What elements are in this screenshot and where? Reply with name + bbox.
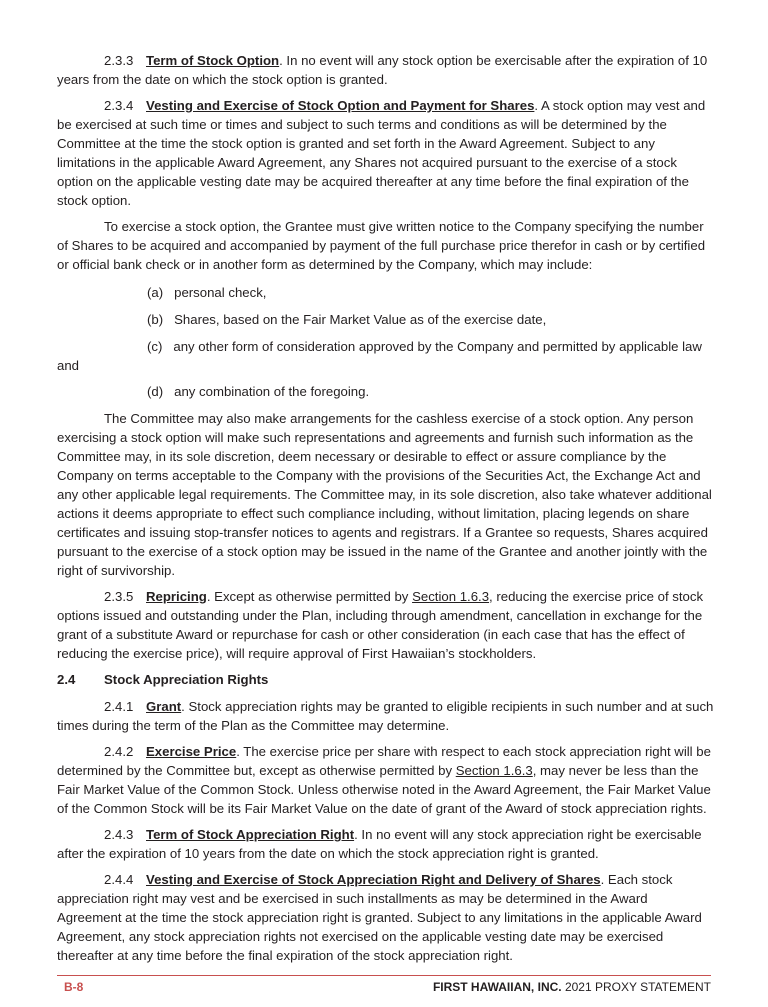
list-item-d: (d) any combination of the foregoing. <box>147 384 370 399</box>
document-name: 2021 PROXY STATEMENT <box>561 980 711 994</box>
section-2-4-2 <box>57 742 715 818</box>
section-link[interactable]: Section 1.6.3 <box>455 763 533 778</box>
section-heading: Term of Stock Option <box>146 53 280 68</box>
exercise-paragraph: To exercise a stock option, the Grantee must give written notice to the Company specifying the number of Shares to be acquired and accompanied by payment of the full purchase price therefor in cash or by certified or official bank check or in another form as determined by the Company, which may include: <box>57 219 706 272</box>
section-2-3-4 <box>57 96 715 210</box>
section-text: , may never be less than the Fair Market Value of the Common Stock. Unless otherwise noted in the Award Agreement, the Fair Market Value of the Common Stock will be its Fair Market Value on the date of grant of the Award of stock appreciation rights. <box>57 763 711 816</box>
section-number: 2.3.5 <box>104 589 134 604</box>
section-heading: Vesting and Exercise of Stock Appreciation Right and Delivery of Shares <box>146 872 601 887</box>
section-2-4-3 <box>57 825 715 863</box>
section-heading: Vesting and Exercise of Stock Option and Payment for Shares <box>146 98 535 113</box>
section-link[interactable]: Section 1.6.3 <box>412 589 490 604</box>
section-number: 2.3.4 <box>104 98 134 113</box>
section-heading: Exercise Price <box>146 744 237 759</box>
section-number: 2.4.2 <box>104 744 134 759</box>
list-item-a: (a) personal check, <box>147 285 267 300</box>
section-number: 2.4.4 <box>104 872 134 887</box>
page-number: B-8 <box>64 980 84 994</box>
section-number: 2.3.3 <box>104 53 134 68</box>
section-text: , reducing the exercise price of stock options issued and outstanding under the Plan, including through amendment, cancellation in exchange for the grant of a substitute Award or repurchase for cash or other consideration (in each case that has the effect of reducing the exercise price), will require approval of First Hawaiian’s stockholders. <box>57 589 704 661</box>
section-2-4-1 <box>57 697 715 735</box>
section-number: 2.4.1 <box>104 699 134 714</box>
section-text: . In no event will any stock appreciation right be exercisable after the expiration of 10 years from the date on which the stock appreciation right is granted. <box>57 827 702 861</box>
section-text: . Stock appreciation rights may be granted to eligible recipients in such number and at such times during the term of the Plan as the Committee may determine. <box>57 699 714 733</box>
section-text: . A stock option may vest and be exercised at such time or times and subject to such terms and conditions as will be determined by the Committee at the time the stock option is granted and set forth in the Award Agreement. Subject to any limitations in the applicable Award Agreement, any Shares not acquired pursuant to the exercise of a stock option on the applicable vesting date may be acquired thereafter at any time before the final expiration of the stock option. <box>57 98 706 208</box>
section-text: . Except as otherwise permitted by <box>206 589 413 604</box>
section-text: . In no event will any stock option be exercisable after the expiration of 10 years from the date on which the stock option is granted. <box>57 53 708 87</box>
section-text: . The exercise price per share with respect to each stock appreciation right will be determined by the Committee but, except as otherwise permitted by <box>57 744 711 778</box>
section-text: . Each stock appreciation right may vest and be exercised in such installments as may be determined in the Award Agreement at the time the stock appreciation right is granted. Subject to any limitations in the applicable Award Agreement, any stock appreciation rights not exercised on the applicable vesting date may be exercised thereafter at any time before the final expiration of the stock appreciation right. <box>57 872 702 963</box>
section-heading: Repricing <box>146 589 207 604</box>
list-item-b: (b) Shares, based on the Fair Market Value as of the exercise date, <box>147 312 547 327</box>
section-2-4-heading <box>57 670 715 689</box>
section-2-3-3 <box>57 51 715 89</box>
section-2-3-5 <box>57 587 715 663</box>
section-number: 2.4.3 <box>104 827 134 842</box>
list-item-c: (c) any other form of consideration approved by the Company and permitted by applicable law and <box>57 339 706 373</box>
section-heading: Term of Stock Appreciation Right <box>146 827 355 842</box>
section-heading: Grant <box>146 699 182 714</box>
section-title: Stock Appreciation Rights <box>104 672 269 687</box>
cashless-paragraph: The Committee may also make arrangements for the cashless exercise of a stock option. Any person exercising a stock option will make such representations and agreements and furnish such information as the Committee may, in its sole discretion, deem necessary or desirable to effect or assure compliance by the Company on terms acceptable to the Company with the provisions of the Securities Act, the Exchange Act and any other applicable legal requirements. The Committee may, in its sole discretion, also take whatever additional actions it deems appropriate to effect such compliance including, without limitation, placing legends on share certificates and issuing stop-transfer notices to agents and registrars. If a Grantee so requests, Shares acquired pursuant to the exercise of a stock option may be issued in the name of the Grantee and another jointly with the right of survivorship. <box>57 411 712 578</box>
section-number: 2.4 <box>57 672 76 687</box>
page-footer <box>57 975 711 1007</box>
section-2-4-4 <box>57 870 715 965</box>
company-name: FIRST HAWAIIAN, INC. <box>432 980 562 994</box>
